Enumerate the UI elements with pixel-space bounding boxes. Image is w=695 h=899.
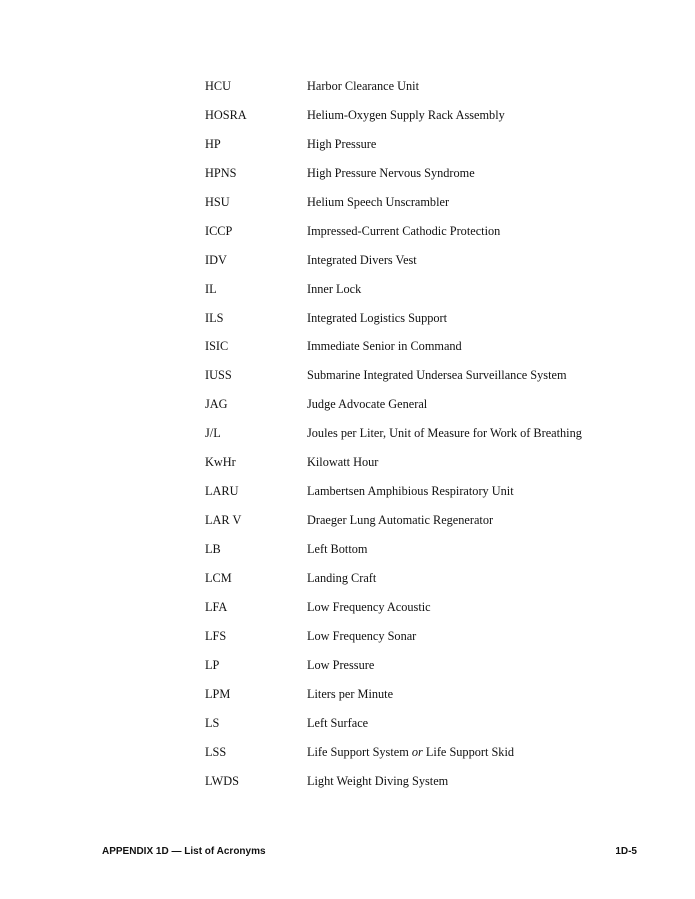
acronym-meaning: High Pressure — [307, 136, 377, 151]
acronym-meaning: Low Frequency Acoustic — [307, 599, 431, 614]
acronym-row — [205, 744, 655, 773]
acronym-meaning: Impressed-Current Cathodic Protection — [307, 223, 501, 238]
acronym-abbreviation: LARU — [205, 484, 239, 499]
acronym-row — [205, 483, 655, 512]
acronym-abbreviation: LPM — [205, 686, 231, 701]
acronym-row — [205, 338, 655, 367]
acronym-row — [205, 454, 655, 483]
acronym-row — [205, 194, 655, 223]
acronym-meaning: Draeger Lung Automatic Regenerator — [307, 513, 494, 528]
acronym-meaning: High Pressure Nervous Syndrome — [307, 165, 475, 180]
acronym-meaning: Liters per Minute — [307, 686, 394, 701]
acronym-meaning: Immediate Senior in Command — [307, 339, 462, 354]
acronym-meaning: Integrated Logistics Support — [307, 310, 448, 325]
acronym-abbreviation: LWDS — [205, 773, 239, 788]
acronym-row — [205, 396, 655, 425]
acronym-meaning: Inner Lock — [307, 281, 362, 296]
acronym-meaning: Kilowatt Hour — [307, 455, 379, 470]
acronym-abbreviation: LFA — [205, 599, 228, 614]
acronym-abbreviation: HPNS — [205, 165, 237, 180]
acronym-abbreviation: IUSS — [205, 368, 232, 383]
footer-page-number: 1D-5 — [615, 846, 637, 857]
acronym-abbreviation: JAG — [205, 397, 228, 412]
acronym-abbreviation: IDV — [205, 252, 227, 267]
acronym-abbreviation: LFS — [205, 628, 227, 643]
acronym-row — [205, 657, 655, 686]
acronym-meaning-part: Life Support Skid — [422, 744, 515, 759]
acronym-row — [205, 541, 655, 570]
acronym-abbreviation: ISIC — [205, 339, 229, 354]
acronym-meaning — [307, 744, 514, 761]
acronym-row — [205, 310, 655, 339]
acronym-meaning: Harbor Clearance Unit — [307, 79, 419, 93]
acronym-abbreviation: LP — [205, 657, 220, 672]
acronym-meaning: Lambertsen Amphibious Respiratory Unit — [307, 484, 514, 499]
acronym-abbreviation: KwHr — [205, 455, 236, 470]
acronym-row — [205, 252, 655, 281]
acronym-row — [205, 715, 655, 744]
acronym-meaning-part: Life Support System — [307, 744, 412, 759]
acronym-meaning: Helium Speech Unscrambler — [307, 194, 450, 209]
acronym-row — [205, 773, 655, 802]
acronym-meaning: Light Weight Diving System — [307, 773, 449, 788]
acronym-row — [205, 107, 655, 136]
acronym-meaning: Landing Craft — [307, 570, 377, 585]
acronym-meaning: Joules per Liter, Unit of Measure for Work of Breathing — [307, 426, 582, 441]
acronym-meaning: Low Frequency Sonar — [307, 628, 417, 643]
acronym-row — [205, 367, 655, 396]
acronym-abbreviation: LAR V — [205, 513, 242, 528]
acronym-abbreviation: HCU — [205, 79, 231, 93]
acronym-row — [205, 281, 655, 310]
acronym-row — [205, 165, 655, 194]
acronym-meaning-conjunction: or — [411, 744, 423, 759]
acronym-row — [205, 136, 655, 165]
acronym-row — [205, 512, 655, 541]
footer-section-title: APPENDIX 1D — List of Acronyms — [102, 846, 266, 857]
acronym-abbreviation: HSU — [205, 194, 230, 209]
acronym-meaning: Left Surface — [307, 715, 369, 730]
acronym-row — [205, 628, 655, 657]
acronym-abbreviation: ICCP — [205, 223, 233, 238]
acronym-abbreviation: LCM — [205, 570, 232, 585]
acronym-meaning: Submarine Integrated Undersea Surveillance System — [307, 368, 567, 383]
acronym-meaning: Integrated Divers Vest — [307, 252, 417, 267]
acronym-abbreviation: LS — [205, 715, 220, 730]
acronym-row — [205, 425, 655, 454]
acronym-abbreviation: ILS — [205, 310, 224, 325]
acronym-abbreviation: LB — [205, 542, 221, 556]
acronym-abbreviation: IL — [205, 281, 217, 296]
acronym-abbreviation: J/L — [205, 426, 221, 441]
acronym-row — [205, 599, 655, 628]
acronym-abbreviation: LSS — [205, 744, 227, 759]
acronym-row — [205, 686, 655, 715]
acronym-abbreviation: HP — [205, 136, 221, 151]
acronym-meaning: Helium-Oxygen Supply Rack Assembly — [307, 107, 505, 122]
acronym-row — [205, 570, 655, 599]
acronym-meaning: Low Pressure — [307, 657, 375, 672]
acronym-row — [205, 223, 655, 252]
acronym-meaning: Left Bottom — [307, 542, 368, 556]
acronym-abbreviation: HOSRA — [205, 107, 247, 122]
acronym-list — [205, 78, 655, 801]
acronym-row — [205, 78, 655, 107]
acronym-meaning: Judge Advocate General — [307, 397, 428, 412]
